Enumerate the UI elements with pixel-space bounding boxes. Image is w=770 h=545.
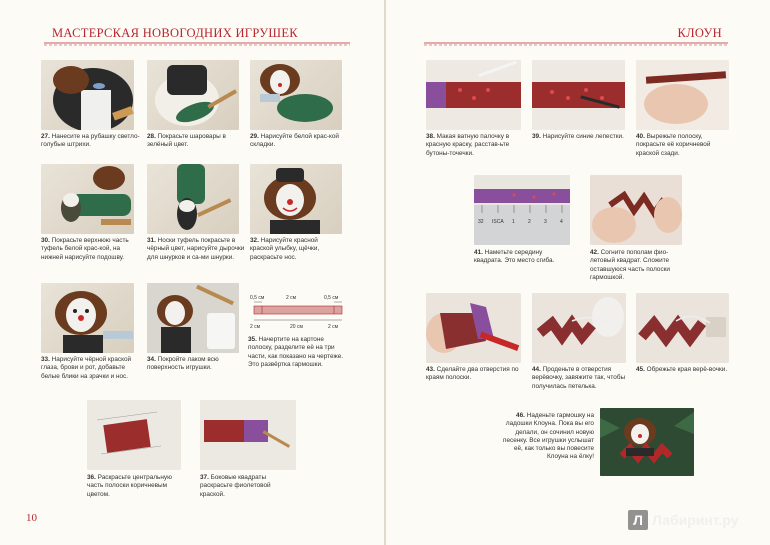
book-title-header: МАСТЕРСКАЯ НОВОГОДНИХ ИГРУШЕК (52, 26, 298, 40)
photo-step-28 (147, 60, 239, 130)
step-32-caption: 32. Нарисуйте красной краской улыбку, щёчки, раскрасьте нос. (250, 237, 320, 261)
photo-step-44 (532, 293, 626, 363)
watermark-text: Лабиринт.ру (652, 512, 739, 528)
photo-step-29 (250, 60, 342, 130)
photo-step-38 (426, 60, 521, 130)
ruler-label-0: 32 (478, 219, 484, 225)
step-30-caption: 30. Покрасьте верхнюю часть туфель белой крас-кой, на нижней нарисуйте подошву. (41, 237, 129, 261)
step-38-caption: 38. Макая ватную палочку в красную краску, расстав-ьте бутоны-точечки. (426, 133, 510, 157)
photo-step-37 (200, 400, 296, 470)
step-35-caption: 35. Начертите на картоне полоску, разделите её на три части, как показано на чертеже. Это развёртка гармошки. (248, 336, 344, 368)
ruler-label-4: 3 (544, 219, 547, 225)
photo-step-31 (147, 164, 239, 234)
diagram-top-mid-label: 2 см (286, 295, 297, 301)
page-number: 10 (26, 512, 37, 524)
photo-step-41 (474, 175, 570, 245)
photo-step-42 (590, 175, 682, 245)
step-37-caption: 37. Боковые квадраты раскрасьте фиолетовой краской. (200, 474, 271, 498)
photo-step-32 (250, 164, 342, 234)
page-gutter (384, 0, 386, 545)
watermark-logo: Л (628, 510, 648, 530)
accordion-template-diagram (248, 292, 348, 334)
photo-step-30 (41, 164, 134, 234)
step-28-caption: 28. Покрасьте шаровары в зелёный цвет. (147, 133, 226, 149)
step-41-caption: 41. Наметьте середину квадрата. Это место сгиба. (474, 249, 555, 265)
step-45-caption: 45. Обрежьте края верё-вочки. (636, 366, 728, 373)
diagram-top-right-label: 0,5 см (324, 295, 339, 301)
step-42-caption: 42. Согните пополам фио-летовый квадрат. Сложите оставшуюся часть полоски гармошкой. (590, 249, 671, 281)
header-rule-left (44, 42, 350, 46)
photo-step-33 (41, 283, 134, 353)
ruler-label-2: 1 (512, 219, 515, 225)
photo-step-45 (636, 293, 729, 363)
photo-step-27 (41, 60, 134, 130)
diagram-top-left-label: 0,5 см (250, 295, 265, 301)
diagram-bot-left-label: 2 см (250, 324, 261, 330)
step-33-caption: 33. Нарисуйте чёрной краской глаза, брови и рот, добавьте белые блики на зрачки и нос. (41, 356, 132, 380)
step-31-caption: 31. Носки туфель покрасьте в чёрный цвет, нарисуйте дырочки для шнурков и са-ми шнурки. (147, 237, 245, 261)
step-27-caption: 27. Нанесите на рубашку светло-голубые штрихи. (41, 133, 140, 149)
photo-step-39 (532, 60, 625, 130)
photo-step-43 (426, 293, 521, 363)
step-46-caption: 46. Наденьте гармошку на ладошки Клоуна. Пока вы его делали, он сочинил новую песенку. Все игрушки услышат её, как только вы повесите Клоуна на ёлку! (502, 412, 594, 461)
step-29-caption: 29. Нарисуйте белой крас-кой складки. (250, 133, 339, 149)
step-36-caption: 36. Раскрасьте центральную часть полоски коричневым цветом. (87, 474, 172, 498)
step-39-caption: 39. Нарисуйте синие лепестки. (532, 133, 624, 140)
photo-step-40 (636, 60, 729, 130)
diagram-bot-right-label: 2 см (328, 324, 339, 330)
header-rule-right (424, 42, 728, 46)
ruler-label-3: 2 (528, 219, 531, 225)
ruler-label-5: 4 (560, 219, 563, 225)
photo-step-46-finished-clown (600, 408, 694, 476)
step-43-caption: 43. Сделайте два отверстия по краям полоски. (426, 366, 519, 382)
step-44-caption: 44. Проденьте в отверстия верёвочку, завяжите так, чтобы получилась петелька. (532, 366, 626, 390)
diagram-bot-mid-label: 20 см (290, 324, 303, 330)
photo-step-36 (87, 400, 181, 470)
chapter-title-header: КЛОУН (677, 26, 722, 40)
ruler-label-1: ISCA (492, 219, 504, 225)
step-40-caption: 40. Вырежьте полоску, покрасьте её коричневой краской сзади. (636, 133, 711, 157)
photo-step-34 (147, 283, 239, 353)
step-34-caption: 34. Покройте лаком всю поверхность игрушки. (147, 356, 219, 372)
